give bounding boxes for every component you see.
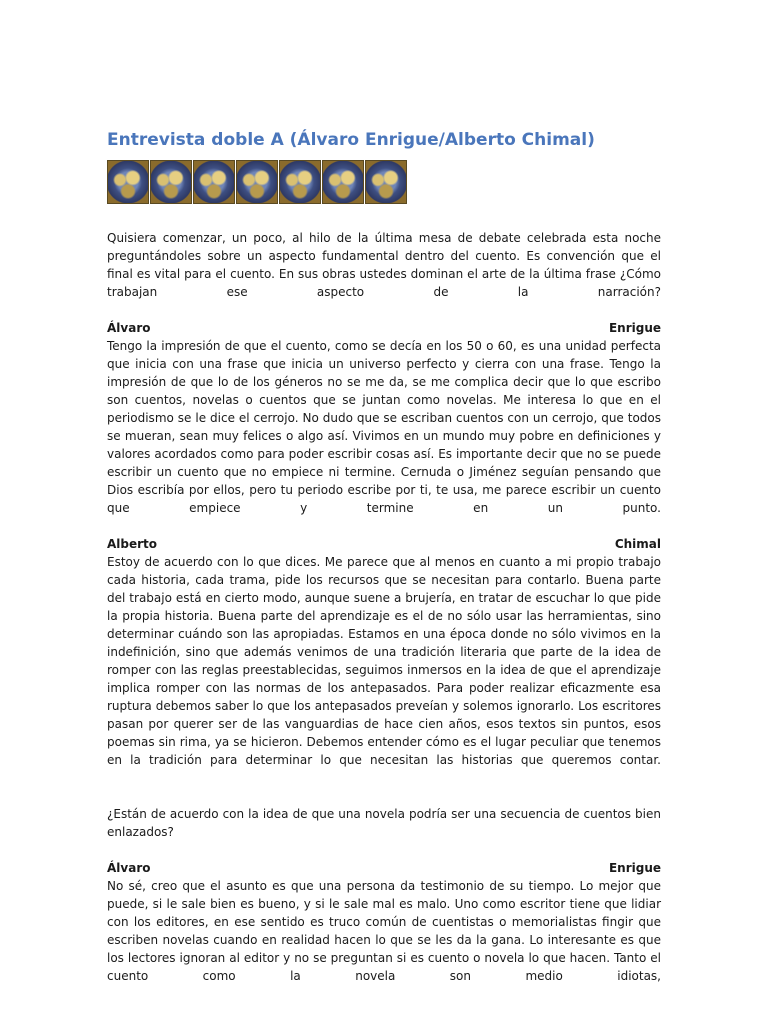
speaker-name	[107, 535, 661, 553]
question-text: ¿Están de acuerdo con la idea de que una novela podría ser una secuencia de cuentos bien enlazados?	[107, 807, 661, 839]
article-title: Entrevista doble A (Álvaro Enrigue/Alberto Chimal)	[107, 130, 595, 150]
answer-text: Estoy de acuerdo con lo que dices. Me parece que al menos en cuanto a mi propio trabajo cada historia, cada trama, pide los recursos que se necesitan para contarlo. Buena parte del trabajo está en cierto modo, aunque suene a brujería, en tratar de escuchar lo que pide la propia historia. Buena parte del aprendizaje es el de no sólo usar las herramientas, sino determinar cuándo son las apropiadas. Estamos en una época donde no sólo vivimos en la indefinición, sino que además venimos de una tradición literaria que parte de la idea de romper con las reglas preestablecidas, seguimos inmersos en la idea de que el aprendizaje implica romper con las normas de los antepasados. Para poder realizar eficazmente esa ruptura debemos saber lo que los antepasados preveían y solemos ignorarlo. Los escritores pasan por querer ser de las vanguardias de hace cien años, esos textos sin puntos, esos poemas sin rima, ya se hicieron. Debemos entender cómo es el lugar peculiar que tenemos en la tradición para determinar lo que necesitan las historias que queremos contar.	[107, 555, 661, 767]
coin-image	[365, 160, 407, 204]
question-text: Quisiera comenzar, un poco, al hilo de la última mesa de debate celebrada esta noche preguntándoles sobre un aspecto fundamental dentro del cuento. Es convención que el final es vital para el cuento. En sus obras ustedes dominan el arte de la última frase ¿Cómo trabajan ese aspecto de la narración?	[107, 231, 661, 299]
coin-image	[236, 160, 278, 204]
answer-2	[107, 535, 661, 769]
answer-text: Tengo la impresión de que el cuento, como se decía en los 50 o 60, es una unidad perfecta que inicia con una frase que inicia un universo perfecto y cierra con una frase. Tengo la impresión de que lo de los géneros no se me da, se me complica decir que lo que escribo son cuentos, novelas o cuentos que se juntan como novelas. Me interesa lo que en el periodismo se le dice el cerrojo. No dudo que se escriban cuentos con un cerrojo, que todos se mueran, sean muy felices o algo así. Vivimos en un mundo muy pobre en definiciones y valores acordados como para poder escribir cosas así. Es importante decir que no se puede escribir un cuento que no empiece ni termine. Cernuda o Jiménez seguían pensando que Dios escribía por ellos, pero tu periodo escribe por ti, te usa, me parece escribir un cuento que empiece y termine en un punto.	[107, 339, 661, 515]
illustration-banner	[107, 160, 661, 204]
question-2	[107, 805, 661, 841]
answer-text: No sé, creo que el asunto es que una persona da testimonio de su tiempo. Lo mejor que puede, si le sale bien es bueno, y si le sale mal es malo. Uno como escritor tiene que lidiar con los editores, en ese sentido es truco común de cuentistas o memorialistas fingir que escriben novelas cuando en realidad hacen lo que se les da la gana. Lo interesante es que los lectores ignoran al editor y no se preguntan si es cuento o novela lo que hacen. Tanto el cuento como la novela son medio idiotas,	[107, 879, 661, 983]
answer-1	[107, 319, 661, 517]
speaker-last-name: Enrigue	[608, 861, 661, 875]
speaker-name	[107, 319, 661, 337]
speaker-name	[107, 859, 661, 877]
article	[107, 128, 661, 1003]
coin-image	[193, 160, 235, 204]
answer-3	[107, 859, 661, 985]
speaker-first-name: Alberto	[107, 537, 158, 551]
coin-image	[279, 160, 321, 204]
speaker-first-name: Álvaro	[107, 321, 151, 335]
question-1	[107, 229, 661, 301]
speaker-last-name: Enrigue	[608, 321, 661, 335]
speaker-last-name: Chimal	[614, 537, 661, 551]
coin-image	[322, 160, 364, 204]
coin-image	[107, 160, 149, 204]
speaker-first-name: Álvaro	[107, 861, 151, 875]
coin-image	[150, 160, 192, 204]
